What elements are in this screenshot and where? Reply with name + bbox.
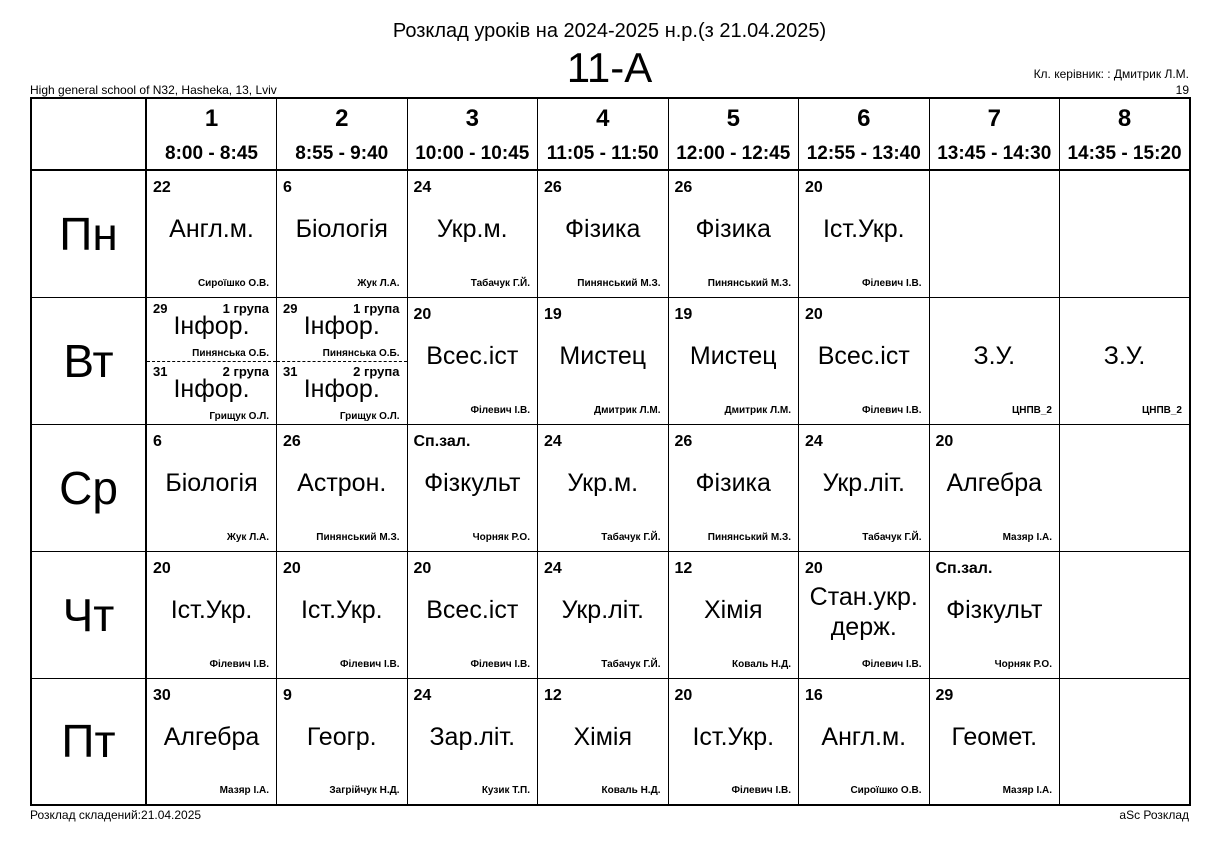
lesson-subject: Укр.літ. bbox=[822, 468, 905, 497]
lesson-teacher: Жук Л.А. bbox=[226, 531, 269, 543]
lesson-cell bbox=[799, 424, 930, 551]
lesson-cell bbox=[799, 297, 930, 424]
lesson-teacher: Мазяр І.А. bbox=[1002, 785, 1052, 796]
lesson-subject: Хімія bbox=[573, 722, 632, 751]
lesson-subject: Іст.Укр. bbox=[170, 595, 253, 624]
lesson-teacher: Табачук Г.Й. bbox=[862, 531, 922, 543]
period-header bbox=[538, 98, 669, 170]
lesson-cell bbox=[407, 678, 538, 805]
class-name: 11-А bbox=[566, 44, 653, 91]
lesson-subject: Іст.Укр. bbox=[822, 215, 905, 243]
lesson-cell bbox=[668, 297, 799, 424]
lesson-room: 29 bbox=[283, 300, 298, 316]
lesson-cell bbox=[538, 678, 669, 805]
lesson-subject: Фізкульт bbox=[946, 595, 1043, 624]
lesson-cell bbox=[407, 424, 538, 551]
lesson-room: 20 bbox=[413, 305, 432, 323]
empty-cell bbox=[1060, 424, 1191, 551]
lesson-room: Сп.зал. bbox=[935, 559, 993, 577]
lesson-cell bbox=[277, 170, 408, 297]
lesson-room: 30 bbox=[153, 686, 171, 704]
lesson-teacher: Пинянський М.З. bbox=[316, 531, 400, 543]
period-time: 8:00 - 8:45 bbox=[165, 143, 258, 164]
lesson-room: 24 bbox=[544, 559, 562, 577]
lesson-subject: Біологія bbox=[165, 468, 258, 497]
period-time: 14:35 - 15:20 bbox=[1067, 143, 1182, 164]
lesson-cell bbox=[799, 170, 930, 297]
lesson-cell bbox=[277, 424, 408, 551]
lesson-teacher: Коваль Н.Д. bbox=[601, 785, 661, 796]
lesson-room: 24 bbox=[805, 432, 823, 450]
day-row bbox=[31, 424, 1190, 551]
lesson-subject: Укр.літ. bbox=[561, 595, 644, 624]
lesson-teacher: Грищук О.Л. bbox=[209, 410, 269, 422]
lesson-room: Сп.зал. bbox=[413, 432, 471, 450]
lesson-subject: Алгебра bbox=[946, 468, 1043, 497]
lesson-teacher: Філевич І.В. bbox=[470, 658, 530, 670]
lesson-cell bbox=[668, 424, 799, 551]
lesson-cell bbox=[146, 297, 277, 424]
lesson-room: 24 bbox=[413, 686, 432, 704]
lesson-subject: Мистец bbox=[559, 341, 647, 370]
lesson-teacher: Чорняк Р.О. bbox=[994, 658, 1052, 670]
class-room: 19 bbox=[1175, 83, 1189, 97]
lesson-room: 26 bbox=[544, 179, 562, 196]
lesson-subject: Фізика bbox=[695, 468, 771, 497]
corner-cell bbox=[31, 98, 146, 170]
period-time: 13:45 - 14:30 bbox=[937, 143, 1052, 164]
lesson-teacher: Дмитрик Л.М. bbox=[593, 404, 661, 416]
group-lesson bbox=[147, 298, 276, 362]
lesson-teacher: Філевич І.В. bbox=[470, 404, 530, 416]
class-teacher: Кл. керівник: : Дмитрик Л.М. bbox=[1033, 67, 1189, 81]
lesson-teacher: Мазяр І.А. bbox=[1002, 531, 1052, 543]
period-time: 10:00 - 10:45 bbox=[415, 143, 530, 164]
period-time: 8:55 - 9:40 bbox=[295, 143, 389, 164]
lesson-subject: Іст.Укр. bbox=[692, 722, 775, 751]
app-name: aSc Розклад bbox=[1119, 808, 1189, 822]
period-number: 6 bbox=[857, 105, 871, 132]
day-name: Ср bbox=[31, 424, 146, 551]
lesson-teacher: Пинянський М.З. bbox=[577, 277, 661, 289]
group-lesson bbox=[277, 361, 407, 424]
period-header bbox=[929, 98, 1060, 170]
lesson-subject: Хімія bbox=[703, 595, 763, 624]
lesson-cell bbox=[668, 551, 799, 678]
group-lesson bbox=[147, 361, 276, 424]
lesson-room: 24 bbox=[413, 179, 432, 196]
lesson-teacher: Дмитрик Л.М. bbox=[724, 404, 791, 416]
period-time: 11:05 - 11:50 bbox=[546, 143, 659, 164]
lesson-teacher: Пинянський М.З. bbox=[707, 531, 791, 543]
lesson-subject: Фізика bbox=[695, 215, 771, 243]
lesson-cell bbox=[146, 424, 277, 551]
lesson-subject: Фізика bbox=[565, 215, 641, 243]
lesson-cell bbox=[538, 424, 669, 551]
school-name: High general school of N32, Hasheka, 13, Lviv bbox=[30, 83, 277, 97]
lesson-room: 20 bbox=[805, 179, 823, 196]
day-row bbox=[31, 678, 1190, 805]
period-header bbox=[146, 98, 277, 170]
lesson-cell bbox=[929, 297, 1060, 424]
group-lesson bbox=[277, 298, 407, 362]
lesson-group: 1 група bbox=[222, 300, 269, 316]
lesson-subject: Стан.укр. держ. bbox=[809, 582, 918, 641]
lesson-cell bbox=[929, 424, 1060, 551]
period-number: 7 bbox=[987, 105, 1001, 132]
lesson-room: 20 bbox=[805, 559, 823, 577]
day-row bbox=[31, 297, 1190, 424]
lesson-teacher: ЦНПВ_2 bbox=[1141, 404, 1182, 416]
lesson-room: 31 bbox=[153, 363, 168, 379]
lesson-subject: Англ.м. bbox=[821, 722, 907, 751]
lesson-cell bbox=[146, 551, 277, 678]
lesson-room: 20 bbox=[805, 305, 823, 323]
period-header bbox=[799, 98, 930, 170]
lesson-room: 20 bbox=[413, 559, 432, 577]
lesson-teacher: Загрійчук Н.Д. bbox=[329, 785, 400, 796]
lesson-room: 12 bbox=[674, 559, 693, 577]
day-name: Вт bbox=[31, 297, 146, 424]
lesson-room: 29 bbox=[935, 686, 954, 704]
period-header bbox=[668, 98, 799, 170]
lesson-teacher: Філевич І.В. bbox=[861, 277, 922, 289]
day-name: Чт bbox=[31, 551, 146, 678]
period-number: 4 bbox=[596, 105, 610, 132]
lesson-cell bbox=[538, 170, 669, 297]
lesson-room: 20 bbox=[935, 432, 954, 450]
period-number: 8 bbox=[1117, 105, 1132, 132]
period-number: 5 bbox=[726, 105, 740, 132]
lesson-room: 16 bbox=[805, 686, 823, 704]
lesson-cell bbox=[929, 551, 1060, 678]
lesson-room: 20 bbox=[674, 686, 693, 704]
lesson-room: 12 bbox=[544, 686, 562, 704]
day-name: Пн bbox=[31, 170, 146, 297]
empty-cell bbox=[1060, 551, 1191, 678]
lesson-room: 19 bbox=[544, 305, 562, 323]
lesson-teacher: Філевич І.В. bbox=[861, 404, 922, 416]
period-number: 3 bbox=[465, 105, 479, 132]
lesson-teacher: Філевич І.В. bbox=[339, 658, 400, 670]
period-header bbox=[407, 98, 538, 170]
lesson-teacher: Сироїшко О.В. bbox=[197, 277, 269, 289]
period-header-row bbox=[31, 98, 1190, 170]
lesson-teacher: Пинянська О.Б. bbox=[192, 347, 269, 359]
lesson-room: 26 bbox=[674, 432, 693, 450]
lesson-subject: З.У. bbox=[1103, 341, 1146, 370]
empty-cell bbox=[1060, 170, 1191, 297]
lesson-cell bbox=[799, 551, 930, 678]
lesson-cell bbox=[1060, 297, 1191, 424]
lesson-room: 29 bbox=[153, 300, 168, 316]
lesson-cell bbox=[407, 551, 538, 678]
lesson-teacher: Коваль Н.Д. bbox=[732, 658, 791, 670]
lesson-cell bbox=[538, 297, 669, 424]
period-number: 2 bbox=[335, 105, 349, 132]
lesson-teacher: Пинянська О.Б. bbox=[322, 347, 400, 359]
lesson-subject: Укр.м. bbox=[567, 468, 639, 497]
lesson-subject: Астрон. bbox=[297, 468, 387, 497]
lesson-subject: Іст.Укр. bbox=[300, 595, 383, 624]
lesson-teacher: Філевич І.В. bbox=[731, 785, 791, 796]
lesson-cell bbox=[538, 551, 669, 678]
lesson-cell bbox=[277, 678, 408, 805]
lesson-cell bbox=[146, 170, 277, 297]
period-number: 1 bbox=[204, 105, 219, 132]
day-name: Пт bbox=[31, 678, 146, 805]
period-time: 12:55 - 13:40 bbox=[806, 143, 921, 164]
period-header bbox=[1060, 98, 1191, 170]
lesson-group: 2 група bbox=[353, 363, 400, 379]
day-row bbox=[31, 551, 1190, 678]
lesson-room: 24 bbox=[544, 432, 562, 450]
lesson-subject: Інфор. bbox=[173, 374, 250, 403]
lesson-subject: Біологія bbox=[295, 215, 388, 243]
lesson-subject: Всес.іст bbox=[426, 595, 519, 624]
lesson-subject: Англ.м. bbox=[169, 215, 254, 243]
lesson-subject: Інфор. bbox=[173, 311, 250, 340]
lesson-subject: Всес.іст bbox=[817, 341, 910, 370]
lesson-teacher: Чорняк Р.О. bbox=[472, 531, 530, 543]
lesson-subject: Всес.іст bbox=[426, 341, 519, 370]
lesson-cell bbox=[929, 678, 1060, 805]
lesson-cell bbox=[277, 551, 408, 678]
lesson-room: 9 bbox=[283, 686, 292, 704]
lesson-cell bbox=[277, 297, 408, 424]
lesson-subject: Геогр. bbox=[306, 722, 377, 751]
lesson-teacher: Пинянський М.З. bbox=[707, 277, 791, 289]
lesson-room: 20 bbox=[283, 559, 301, 577]
lesson-subject: Геомет. bbox=[951, 722, 1038, 751]
period-header bbox=[277, 98, 408, 170]
lesson-cell bbox=[668, 170, 799, 297]
empty-cell bbox=[929, 170, 1060, 297]
lesson-teacher: Жук Л.А. bbox=[357, 277, 400, 289]
lesson-cell bbox=[407, 170, 538, 297]
lesson-group: 1 група bbox=[353, 300, 400, 316]
lesson-subject: Зар.літ. bbox=[429, 722, 516, 751]
lesson-teacher: ЦНПВ_2 bbox=[1011, 404, 1052, 416]
lesson-subject: Мистец bbox=[689, 341, 777, 370]
lesson-room: 20 bbox=[153, 559, 171, 577]
lesson-teacher: Табачук Г.Й. bbox=[601, 531, 661, 543]
lesson-teacher: Табачук Г.Й. bbox=[601, 658, 661, 670]
empty-cell bbox=[1060, 678, 1191, 805]
lesson-group: 2 група bbox=[222, 363, 269, 379]
lesson-room: 22 bbox=[153, 179, 171, 196]
lesson-cell bbox=[146, 678, 277, 805]
created-date: Розклад складений:21.04.2025 bbox=[30, 808, 202, 822]
timetable-grid bbox=[30, 97, 1191, 806]
lesson-subject: Інфор. bbox=[303, 374, 380, 403]
lesson-teacher: Кузик Т.П. bbox=[481, 785, 530, 796]
lesson-cell bbox=[407, 297, 538, 424]
lesson-room: 31 bbox=[283, 363, 298, 379]
lesson-teacher: Грищук О.Л. bbox=[339, 410, 400, 422]
lesson-subject: Алгебра bbox=[163, 722, 260, 751]
lesson-room: 26 bbox=[283, 432, 301, 450]
lesson-subject: Укр.м. bbox=[436, 215, 508, 243]
lesson-teacher: Філевич І.В. bbox=[861, 658, 922, 670]
day-row bbox=[31, 170, 1190, 297]
lesson-subject: Фізкульт bbox=[424, 468, 521, 497]
lesson-room: 6 bbox=[153, 432, 162, 450]
lesson-teacher: Філевич І.В. bbox=[209, 658, 269, 670]
lesson-subject: Інфор. bbox=[303, 311, 380, 340]
lesson-room: 26 bbox=[674, 179, 693, 196]
lesson-room: 19 bbox=[674, 305, 693, 323]
lesson-teacher: Сироїшко О.В. bbox=[850, 785, 922, 796]
page-title: Розклад уроків на 2024-2025 н.р.(з 21.04.2025) bbox=[392, 20, 827, 42]
period-time: 12:00 - 12:45 bbox=[676, 143, 791, 164]
lesson-teacher: Мазяр І.А. bbox=[219, 785, 269, 796]
lesson-subject: З.У. bbox=[973, 341, 1016, 370]
lesson-cell bbox=[668, 678, 799, 805]
lesson-teacher: Табачук Г.Й. bbox=[470, 277, 530, 289]
lesson-cell bbox=[799, 678, 930, 805]
lesson-room: 6 bbox=[283, 179, 292, 196]
